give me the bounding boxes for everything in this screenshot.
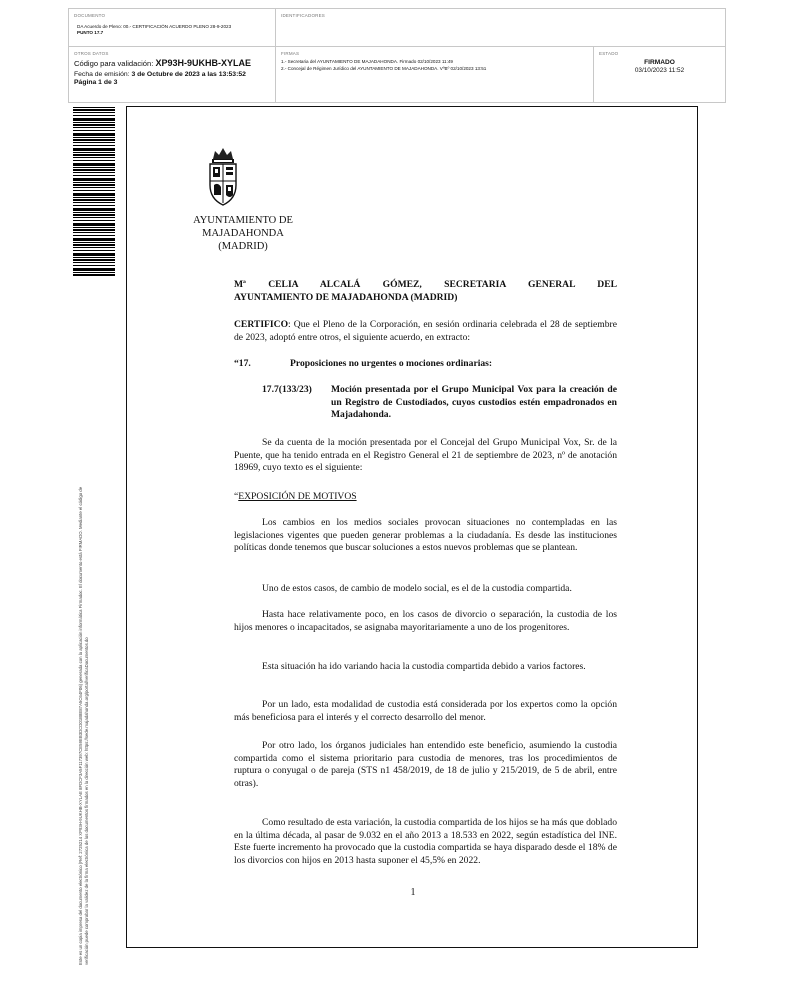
letterhead-line2: MAJADAHONDA	[202, 228, 284, 239]
firmas-label: FIRMAS	[281, 51, 300, 56]
heading-line1: Mª CELIA ALCALÁ GÓMEZ, SECRETARIA GENERAL DEL	[234, 279, 617, 290]
firma-2: 2.- Concejal de Régimen Jurídico del AYUNTAMIENTO DE MAJADAHONDA. VºBº 02/10/2023 13:51	[281, 66, 487, 71]
letterhead-line1: AYUNTAMIENTO DE	[193, 215, 293, 226]
verification-side-note	[78, 305, 90, 965]
estado-label: ESTADO	[599, 51, 619, 56]
side-note-line2: verificación puede comprobar la validez de la firma electrónica de los documentos firmados en la dirección web: https://sede.majadahonda.org/portal/verificaDocumentos.do	[84, 637, 89, 965]
item-title: Proposiciones no urgentes o mociones ordinarias:	[290, 358, 493, 369]
certifico-text: : Que el Pleno de la Corporación, en sesión ordinaria celebrada el 28 de septiembre de 2023, adoptó entre otros, el siguiente acuerdo, en extracto:	[234, 319, 617, 343]
estado-cell	[594, 47, 725, 102]
exposicion-heading	[234, 491, 617, 504]
intro-paragraph: Se da cuenta de la moción presentada por el Concejal del Grupo Municipal Vox, Sr. de la Puente, que ha tenido entrada en el Registro General el 21 de septiembre de 2023, nº de anotación 18969, cuyo texto es el siguiente:	[234, 437, 617, 474]
estado-value: FIRMADO	[644, 59, 675, 66]
codigo-value[interactable]: XP93H-9UKHB-XYLAE	[155, 58, 252, 68]
documento-line1: DA Acuerdo de Pleno: 00.- CERTIFICACIÓN ACUERDO PLENO 28-9-2023	[77, 24, 232, 29]
certifico-paragraph	[234, 319, 617, 344]
estado-date: 03/10/2023 11:52	[634, 67, 685, 74]
fecha-value: 3 de Octubre de 2023 a las 13:53:52	[131, 71, 246, 78]
otros-datos-cell	[69, 47, 276, 102]
item-heading	[234, 358, 617, 371]
certifico-label: CERTIFICO	[234, 319, 289, 330]
sub-title: Moción presentada por el Grupo Municipal Vox para la creación de un Registro de Custodiados, cuyos custodios estén empadronados en Majadahonda.	[331, 384, 617, 421]
fecha-emision	[74, 71, 246, 79]
firmas-cell	[276, 47, 594, 102]
fecha-prefix: Fecha de emisión:	[74, 71, 130, 78]
documento-label: DOCUMENTO	[74, 13, 106, 18]
firma-1: 1.- Secretaria del AYUNTAMIENTO DE MAJADAHONDA. Firmado 02/10/2023 11:49	[281, 59, 453, 64]
item-number: “17.	[234, 358, 251, 369]
heading-line2: AYUNTAMIENTO DE MAJADAHONDA (MADRID)	[234, 292, 458, 303]
page-number: 1	[410, 887, 416, 898]
exposicion-title: EXPOSICIÓN DE MOTIVOS	[238, 491, 357, 502]
codigo-validacion	[74, 59, 251, 68]
documento-cell	[69, 9, 276, 47]
identificadores-cell	[276, 9, 725, 47]
otros-datos-label: OTROS DATOS	[74, 51, 109, 56]
paragraph-4: Esta situación ha ido variando hacia la custodia compartida debido a varios factores.	[262, 661, 586, 672]
identificadores-label: IDENTIFICADORES	[281, 13, 326, 18]
barcode-image	[73, 107, 115, 277]
quote-mark: “	[234, 491, 239, 502]
paragraph-1: Los cambios en los medios sociales provocan situaciones no contempladas en las legislaciones vigentes que pueden generar problemas a la ciudadanía. Es desde las instituciones políticas donde tenemos que buscar soluciones a estos nuevos problemas que se plantean.	[234, 517, 617, 554]
paragraph-3: Hasta hace relativamente poco, en los casos de divorcio o separación, la custodia de los hijos menores o incapacitados, se asignaba mayoritariamente a uno de los progenitores.	[234, 609, 617, 633]
letterhead	[143, 214, 343, 253]
coat-of-arms-icon	[205, 145, 241, 207]
paragraph-5: Por un lado, esta modalidad de custodia está considerada por los expertos como la opción más beneficiosa para el interés y el correcto desarrollo del menor.	[234, 699, 617, 723]
document-header	[68, 8, 726, 103]
paragraph-2: Uno de estos casos, de cambio de modelo social, es el de la custodia compartida.	[262, 583, 572, 594]
letterhead-line3: (MADRID)	[218, 241, 268, 252]
codigo-prefix: Código para validación:	[74, 59, 154, 68]
documento-line2: PUNTO 17.7	[77, 30, 104, 35]
document-page	[126, 106, 698, 948]
sub-number: 17.7(133/23)	[262, 384, 312, 395]
paragraph-7: Como resultado de esta variación, la custodia compartida de los hijos se ha más que doblado en la última década, al pasar de 9.032 en el año 2013 a 18.533 en 2022, según estadística del INE. Este fuerte incremento ha provocado que la custodia compartida se haya disparado desde el 18% de los divorcios con hijos en 2013 hasta suponer el 45,5% en 2022.	[234, 817, 617, 866]
paragraph-6: Por otro lado, los órganos judiciales han entendido este beneficio, asumiendo la custodia compartida como el sistema prioritario para custodia de menores, tras los procedimientos de ruptura o conyugal o de pareja (STS n1 458/2019, de 18 de julio y 215/2019, de 5 de abril, entre otras).	[234, 740, 617, 789]
pagina-count: Página 1 de 3	[74, 79, 118, 86]
side-note-line1: Este es un copia impresa del documento electrónico (Ref: 2725214 XP93H-9UKHB-XYLAE 8FDCF3A5F117397CE59EB3DCD01B8E87A5C64F06) generada con la aplicación informática Firmadoc. El documento está FIRMADO. Mediante el código de	[78, 486, 83, 965]
